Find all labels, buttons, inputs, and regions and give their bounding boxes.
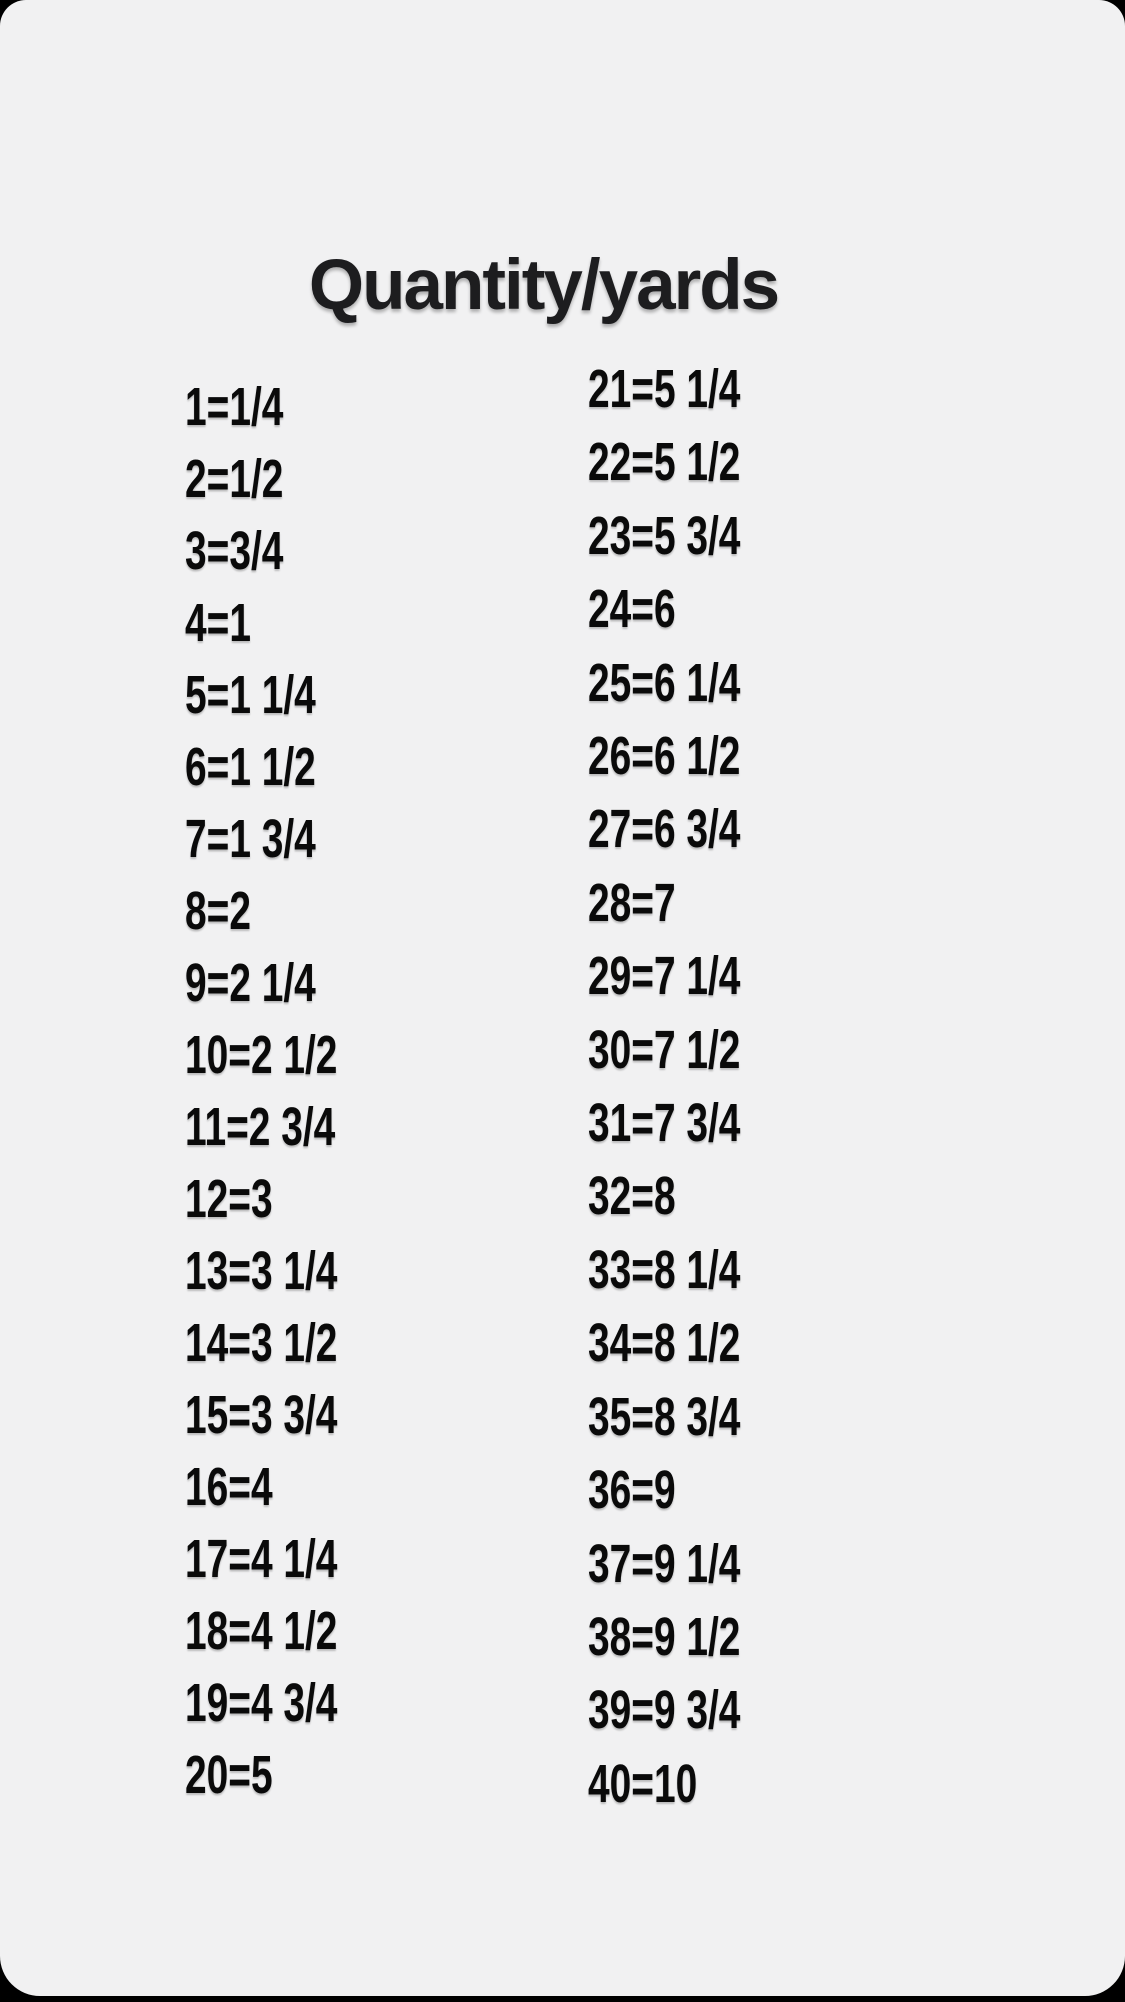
conversion-item: 37=9 1/4 xyxy=(588,1533,741,1594)
conversion-item: 11=2 3/4 xyxy=(185,1097,336,1157)
conversion-item: 4=1 xyxy=(185,593,251,653)
conversion-item: 28=7 xyxy=(588,872,676,933)
conversion-item: 34=8 1/2 xyxy=(588,1313,741,1374)
conversion-item: 12=3 xyxy=(185,1169,273,1229)
conversion-item: 16=4 xyxy=(185,1457,273,1517)
conversion-item: 35=8 3/4 xyxy=(588,1386,741,1447)
conversion-item: 3=3/4 xyxy=(185,521,284,581)
conversion-item: 2=1/2 xyxy=(185,449,284,509)
conversion-item: 40=10 xyxy=(588,1753,698,1814)
conversion-item: 17=4 1/4 xyxy=(185,1529,338,1589)
page-title: Quantity/yards xyxy=(308,245,779,325)
conversion-item: 18=4 1/2 xyxy=(185,1601,338,1661)
conversion-item: 33=8 1/4 xyxy=(588,1239,741,1300)
conversion-item: 36=9 xyxy=(588,1460,676,1521)
conversion-item: 38=9 1/2 xyxy=(588,1606,741,1667)
conversion-item: 39=9 3/4 xyxy=(588,1680,741,1741)
conversion-item: 15=3 3/4 xyxy=(185,1385,338,1445)
conversion-item: 7=1 3/4 xyxy=(185,809,316,869)
conversion-item: 31=7 3/4 xyxy=(588,1093,741,1154)
conversion-item: 22=5 1/2 xyxy=(588,432,741,493)
conversion-item: 8=2 xyxy=(185,881,251,941)
conversion-item: 26=6 1/2 xyxy=(588,726,741,787)
conversion-item: 9=2 1/4 xyxy=(185,953,316,1013)
right-column xyxy=(588,353,800,1821)
conversion-item: 32=8 xyxy=(588,1166,676,1227)
conversion-item: 1=1/4 xyxy=(185,377,284,437)
conversion-item: 25=6 1/4 xyxy=(588,652,741,713)
conversion-item: 27=6 3/4 xyxy=(588,799,741,860)
conversion-item: 21=5 1/4 xyxy=(588,359,741,419)
left-column xyxy=(185,371,397,1811)
conversion-item: 19=4 3/4 xyxy=(185,1673,338,1733)
conversion-item: 6=1 1/2 xyxy=(185,737,316,797)
conversion-item: 23=5 3/4 xyxy=(588,505,741,566)
conversion-item: 13=3 1/4 xyxy=(185,1241,338,1301)
conversion-item: 24=6 xyxy=(588,579,676,640)
conversion-item: 10=2 1/2 xyxy=(185,1025,338,1085)
conversion-item: 20=5 xyxy=(185,1745,273,1805)
conversion-item: 5=1 1/4 xyxy=(185,665,316,725)
conversion-item: 29=7 1/4 xyxy=(588,946,741,1007)
conversion-item: 14=3 1/2 xyxy=(185,1313,338,1373)
conversion-item: 30=7 1/2 xyxy=(588,1019,741,1080)
